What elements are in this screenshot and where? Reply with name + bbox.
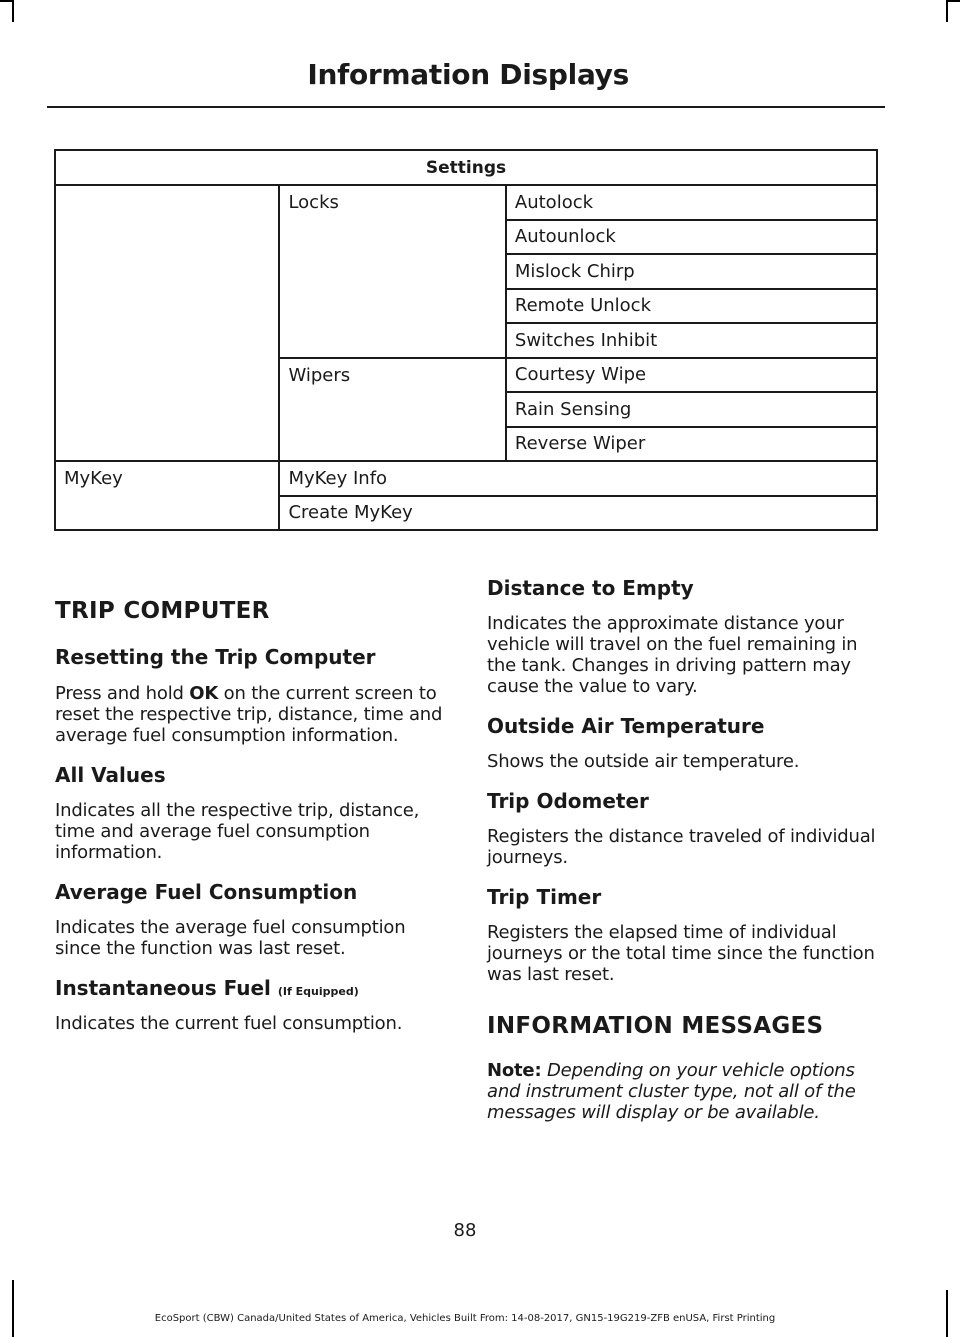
table-cell: Courtesy Wipe — [506, 358, 877, 393]
paragraph-outside-air-temperature: Shows the outside air temperature. — [487, 751, 800, 772]
crop-mark — [946, 0, 960, 2]
page-title: Information Displays — [307, 58, 629, 91]
paragraph-trip-odometer: Registers the distance traveled of individual journeys. — [487, 826, 876, 868]
table-cell: Locks — [279, 185, 505, 358]
table-cell: Switches Inhibit — [506, 323, 877, 358]
paragraph-reset: Press and hold OK on the current screen to reset the respective trip, distance, time and average fuel consumption information. — [55, 683, 443, 746]
right-column — [487, 576, 882, 1123]
ok-keyword: OK — [189, 683, 219, 704]
heading-all-values: All Values — [55, 763, 166, 787]
table-cell — [55, 185, 279, 461]
title-divider — [47, 106, 885, 108]
crop-mark — [946, 1290, 948, 1337]
table-row — [55, 185, 877, 220]
table-cell: Rain Sensing — [506, 392, 877, 427]
table-cell: MyKey Info — [279, 461, 877, 496]
paragraph-instantaneous-fuel: Indicates the current fuel consumption. — [55, 1013, 403, 1034]
heading-distance-to-empty: Distance to Empty — [487, 576, 694, 600]
table-cell: Mislock Chirp — [506, 254, 877, 289]
settings-table — [54, 149, 878, 531]
heading-average-fuel: Average Fuel Consumption — [55, 880, 358, 904]
note — [487, 1060, 882, 1123]
paragraph-distance-to-empty: Indicates the approximate distance your vehicle will travel on the fuel remaining in the tank. Changes in driving pattern may cause the value to vary. — [487, 613, 858, 697]
if-equipped-tag: (If Equipped) — [277, 985, 359, 998]
paragraph-all-values: Indicates all the respective trip, distance, time and average fuel consumption information. — [55, 800, 420, 863]
crop-mark — [946, 0, 948, 22]
note-text: Depending on your vehicle options and instrument cluster type, not all of the messages will display or be available. — [487, 1060, 856, 1123]
paragraph-average-fuel: Indicates the average fuel consumption since the function was last reset. — [55, 917, 406, 959]
table-cell: MyKey — [55, 461, 279, 530]
heading-resetting-trip-computer: Resetting the Trip Computer — [55, 645, 376, 669]
note-label: Note: — [487, 1060, 542, 1081]
paragraph-trip-timer: Registers the elapsed time of individual journeys or the total time since the function was last reset. — [487, 922, 875, 985]
heading-trip-odometer: Trip Odometer — [487, 789, 649, 813]
footer-text: EcoSport (CBW) Canada/United States of America, Vehicles Built From: 14-08-2017, GN15-19G219-ZFB enUSA, First Printing — [154, 1313, 776, 1324]
table-header-row — [55, 150, 877, 185]
table-cell: Remote Unlock — [506, 289, 877, 324]
page-number: 88 — [453, 1220, 477, 1241]
table-cell: Autounlock — [506, 220, 877, 255]
heading-outside-air-temperature: Outside Air Temperature — [487, 714, 765, 738]
heading-trip-timer: Trip Timer — [487, 885, 602, 909]
section-title-information-messages: INFORMATION MESSAGES — [487, 1013, 824, 1039]
table-cell: Create MyKey — [279, 496, 877, 531]
section-title-trip-computer: TRIP COMPUTER — [55, 598, 270, 624]
left-column — [55, 576, 450, 1034]
heading-instantaneous-fuel: Instantaneous Fuel (If Equipped) — [55, 976, 359, 1000]
table-row — [55, 461, 877, 496]
table-cell: Autolock — [506, 185, 877, 220]
crop-mark — [12, 1280, 14, 1337]
table-cell: Wipers — [279, 358, 505, 462]
table-heading: Settings — [55, 150, 877, 185]
table-cell: Reverse Wiper — [506, 427, 877, 462]
crop-mark — [12, 0, 14, 22]
